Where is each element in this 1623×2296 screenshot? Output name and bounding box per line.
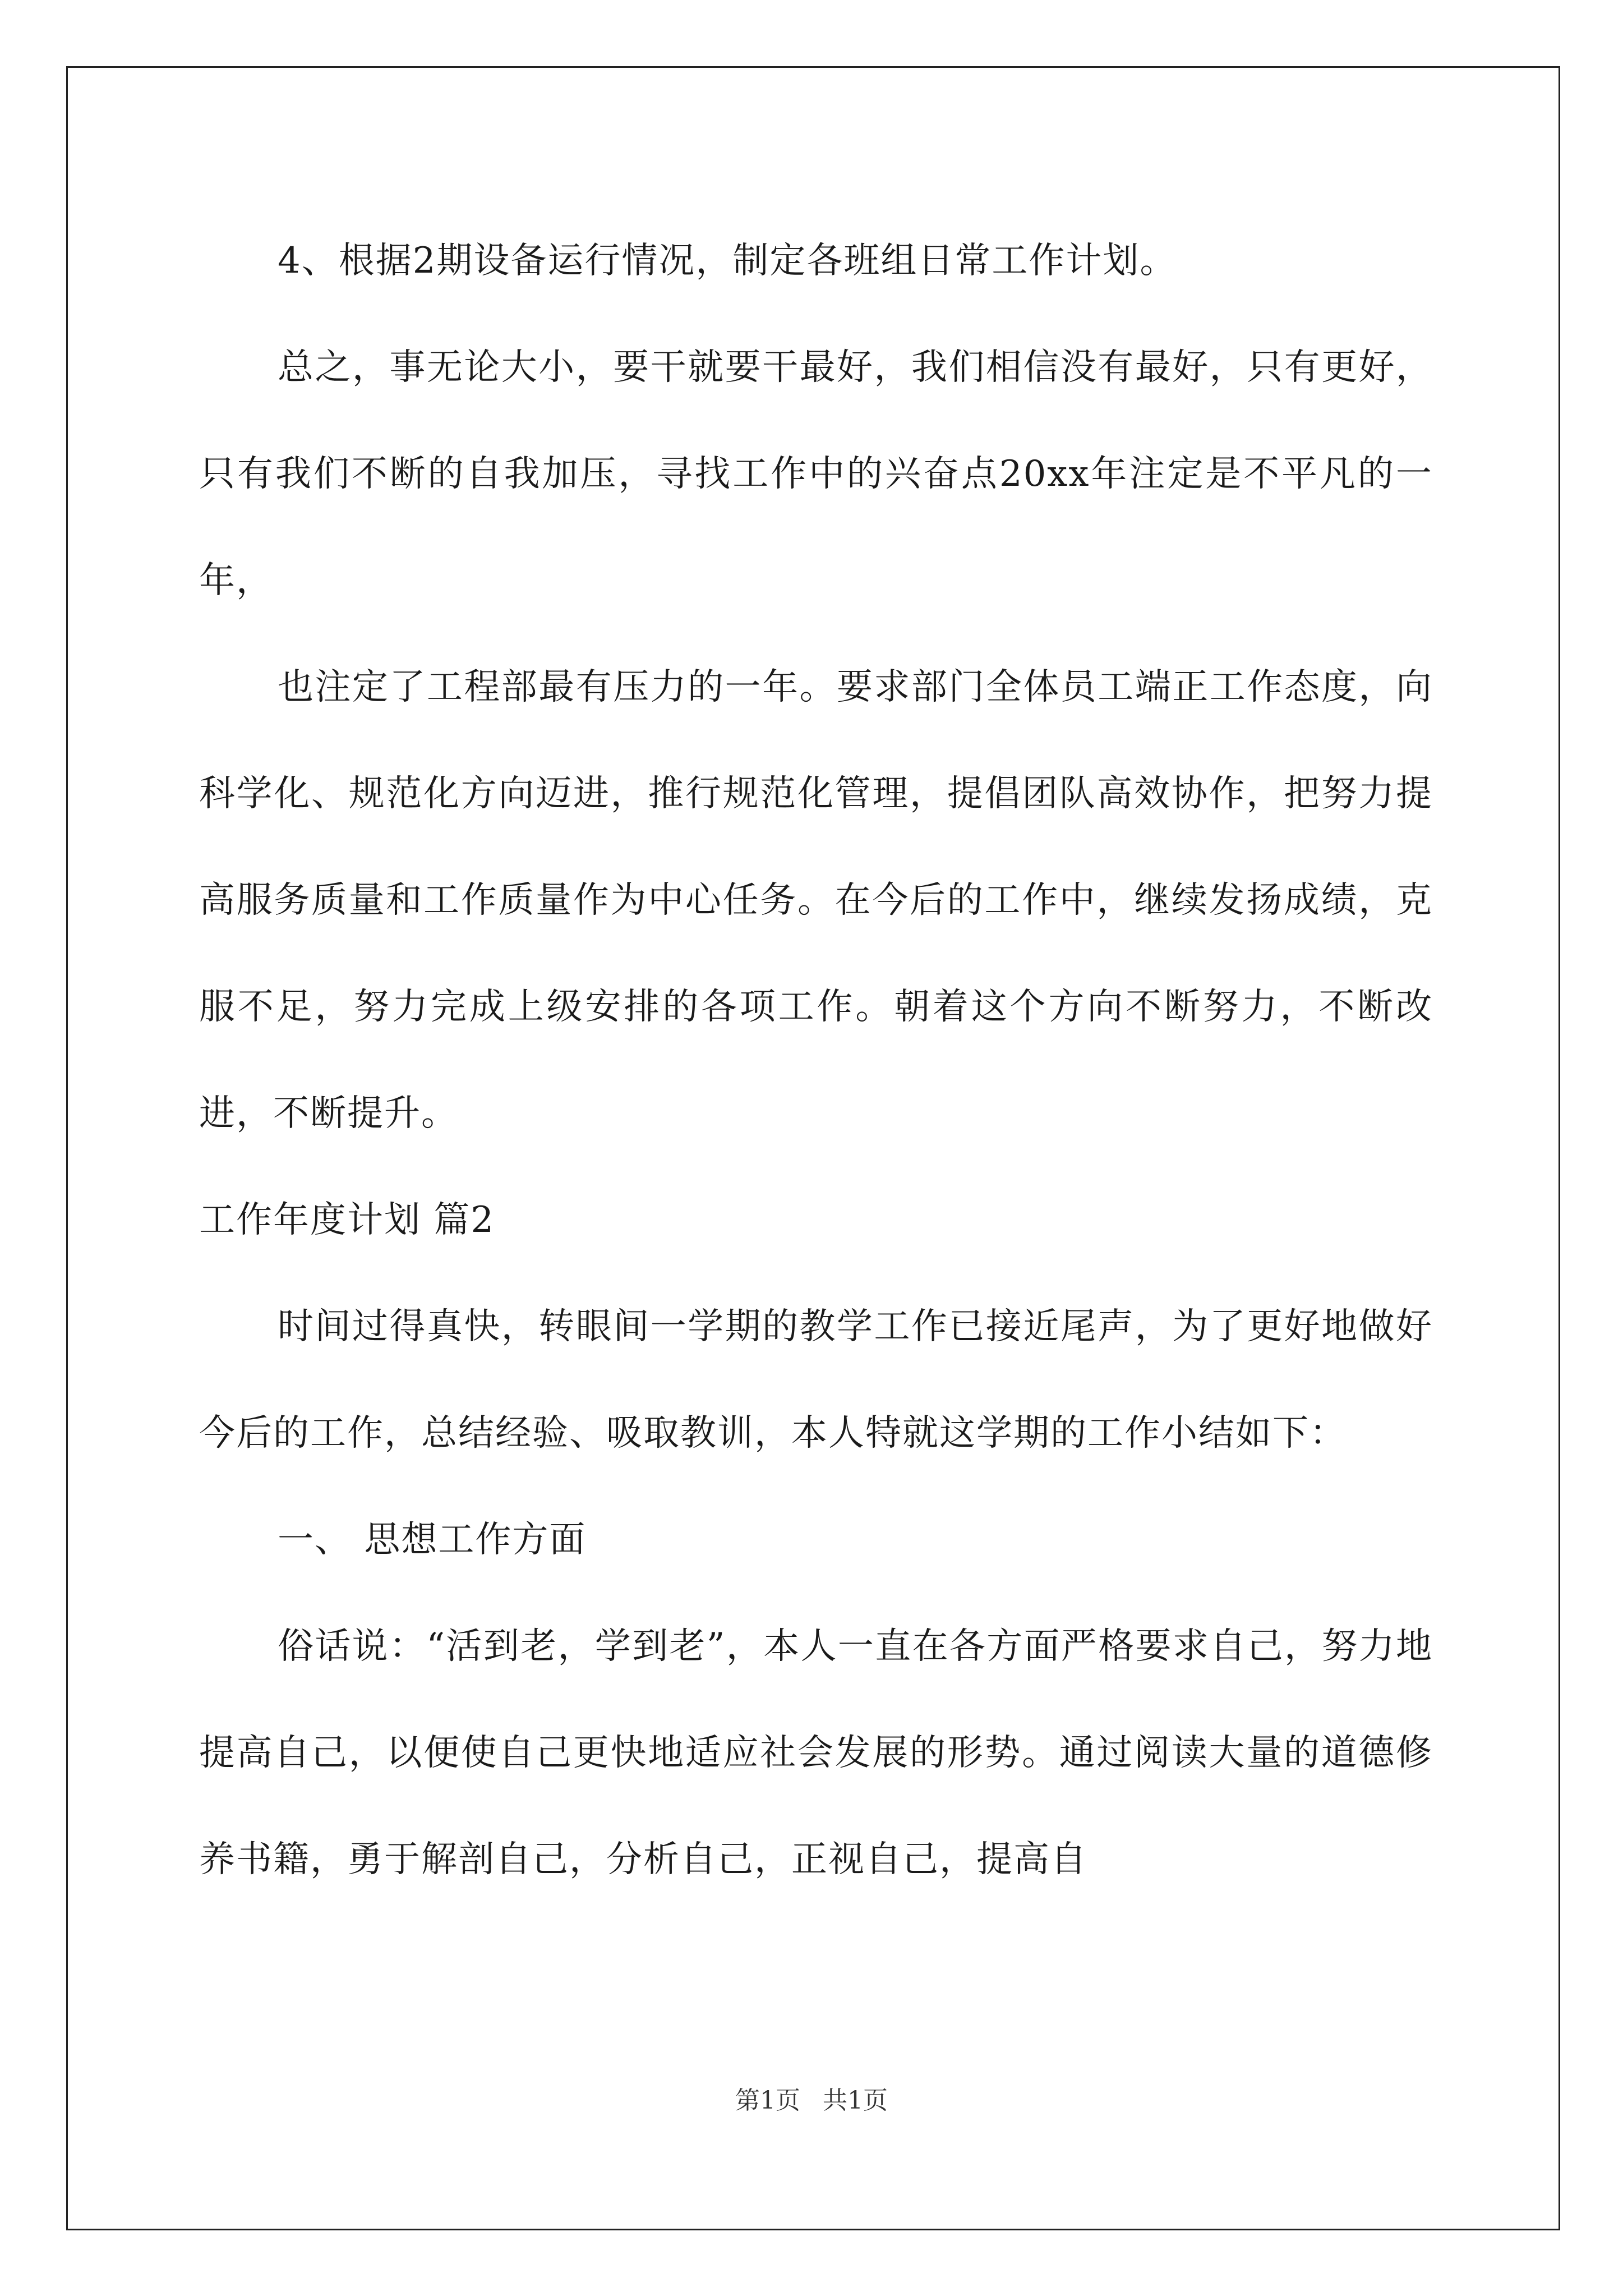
- page-footer: [0, 2080, 1623, 2116]
- paragraph-engineering-dept: 也注定了工程部最有压力的一年。要求部门全体员工端正工作态度，向科学化、规范化方向迈进，推行规范化管理，提倡团队高效协作，把努力提高服务质量和工作质量作为中心任务。在今后的工作中，继续发扬成绩，克服不足，努力完成上级安排的各项工作。朝着这个方向不断努力，不断改进，不断提升。: [199, 666, 1433, 1134]
- page-number-total: 共1页: [823, 2086, 888, 2115]
- subsection-heading: 一、 思想工作方面: [278, 1519, 587, 1561]
- section-heading: 工作年度计划 篇2: [199, 1199, 495, 1241]
- document-body: [199, 208, 1433, 1913]
- paragraph-ideology: 俗话说：“活到老，学到老”，本人一直在各方面严格要求自己，努力地提高自己，以便使自己更快地适应社会发展的形势。通过阅读大量的道德修养书籍，勇于解剖自己，分析自己，正视自己，提高自: [199, 1626, 1433, 1880]
- paragraph-plan-item-4: 4、根据2期设备运行情况，制定各班组日常工作计划。: [278, 240, 1177, 282]
- page-number-current: 第1页: [735, 2086, 800, 2115]
- paragraph-intro: 时间过得真快，转眼间一学期的教学工作已接近尾声，为了更好地做好今后的工作，总结经验、吸取教训，本人特就这学期的工作小结如下：: [199, 1306, 1433, 1454]
- paragraph-summary: 总之，事无论大小，要干就要干最好，我们相信没有最好，只有更好，只有我们不断的自我加压，寻找工作中的兴奋点20xx年注定是不平凡的一年，: [199, 347, 1433, 601]
